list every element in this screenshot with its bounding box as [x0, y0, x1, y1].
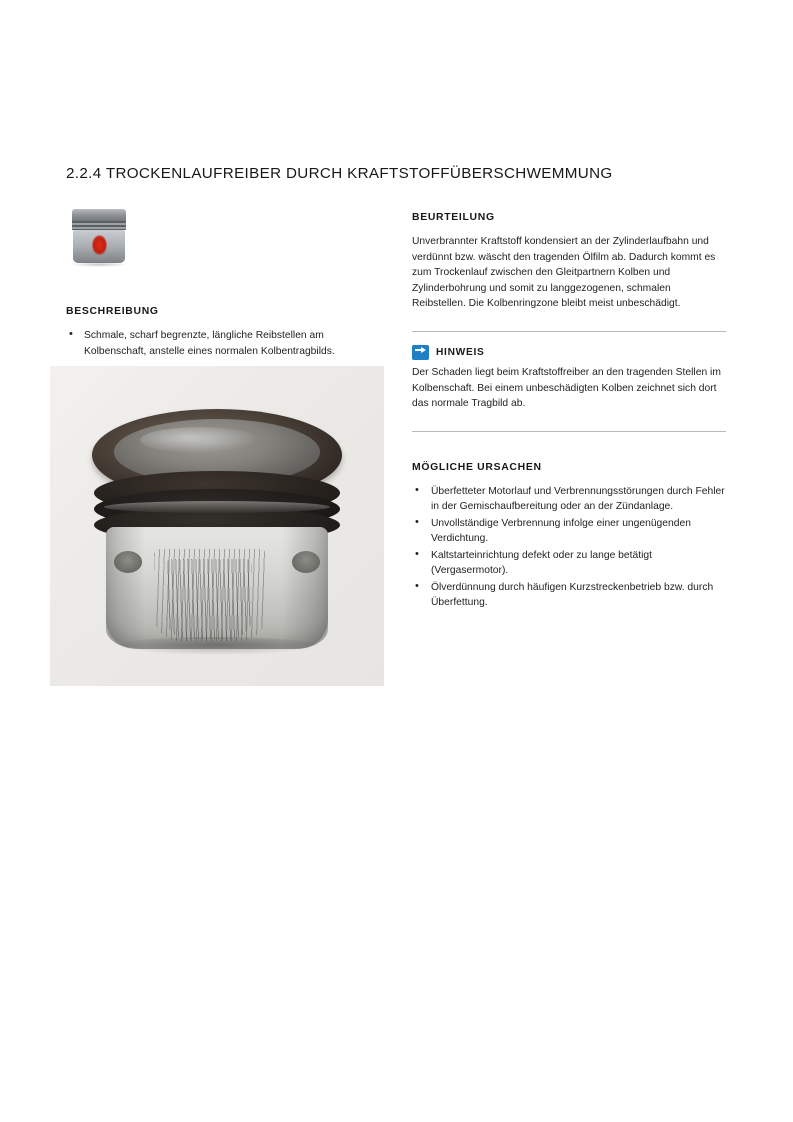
piston-thumbnail-image [66, 205, 132, 267]
piston-skirt-right-shading [282, 527, 328, 649]
list-item: • Kaltstarteinrichtung defekt oder zu lange betätigt (Vergasermotor). [412, 548, 726, 579]
list-item: • Unvollständige Verbrennung infolge einer ungenügenden Verdichtung. [412, 516, 726, 547]
dry-run-scuff-marks-detail [166, 559, 252, 639]
causes-list [412, 484, 726, 611]
hint-arrow-icon [412, 345, 429, 360]
list-item: • Überfetteter Motorlauf und Verbrennungsstörungen durch Fehler in der Gemischaufbereitung oder an der Zündanlage. [412, 484, 726, 515]
piston-pin-boss-right [292, 551, 320, 573]
piston-pin-boss-left [114, 551, 142, 573]
description-heading: BESCHREIBUNG [66, 306, 159, 317]
piston-crown-highlight [140, 427, 260, 453]
note-header [412, 345, 726, 360]
description-list [66, 328, 386, 359]
thumbnail-shadow [70, 262, 128, 267]
list-item: • Ölverdünnung durch häufigen Kurzstreckenbetrieb bzw. durch Überfettung. [412, 580, 726, 611]
piston-skirt-left-shading [106, 527, 146, 649]
left-column [66, 205, 386, 362]
divider-top [412, 331, 726, 332]
note-text: Der Schaden liegt beim Kraftstoffreiber an den tragenden Stellen im Kolbenschaft. Bei einem unbeschädigten Kolben zeichnet sich dort das normale Tragbild ab. [412, 366, 721, 410]
piston-ring-gap [104, 501, 330, 513]
divider-bottom [412, 431, 726, 432]
right-column [412, 212, 726, 612]
list-item: • Schmale, scharf begrenzte, längliche Reibstellen am Kolbenschaft, anstelle eines normalen Kolbentragbilds. [66, 328, 386, 359]
note-label: HINWEIS [436, 346, 485, 358]
assessment-heading: BEURTEILUNG [412, 212, 495, 223]
piston-bottom-shadow [114, 637, 320, 655]
damage-marker-icon [92, 235, 107, 255]
thumbnail-ring-zone [72, 221, 126, 230]
damaged-piston-photograph [50, 366, 384, 686]
assessment-text: Unverbrannter Kraftstoff kondensiert an der Zylinderlaufbahn und verdünnt bzw. wäscht den tragenden Ölfilm ab. Dadurch kommt es zum Trockenlauf zwischen den Gleitpartnern Kolben und Zylinderbohrung und somit zu langgezogenen, schmalen Reibstellen. Die Kolbenringzone bleibt meist unbeschädigt. [412, 236, 716, 310]
piston-thumbnail [66, 205, 132, 267]
page-title: 2.2.4 TROCKENLAUFREIBER DURCH KRAFTSTOFFÜBERSCHWEMMUNG [66, 165, 613, 183]
piston-illustration [92, 409, 342, 649]
causes-heading: MÖGLICHE URSACHEN [412, 461, 542, 473]
